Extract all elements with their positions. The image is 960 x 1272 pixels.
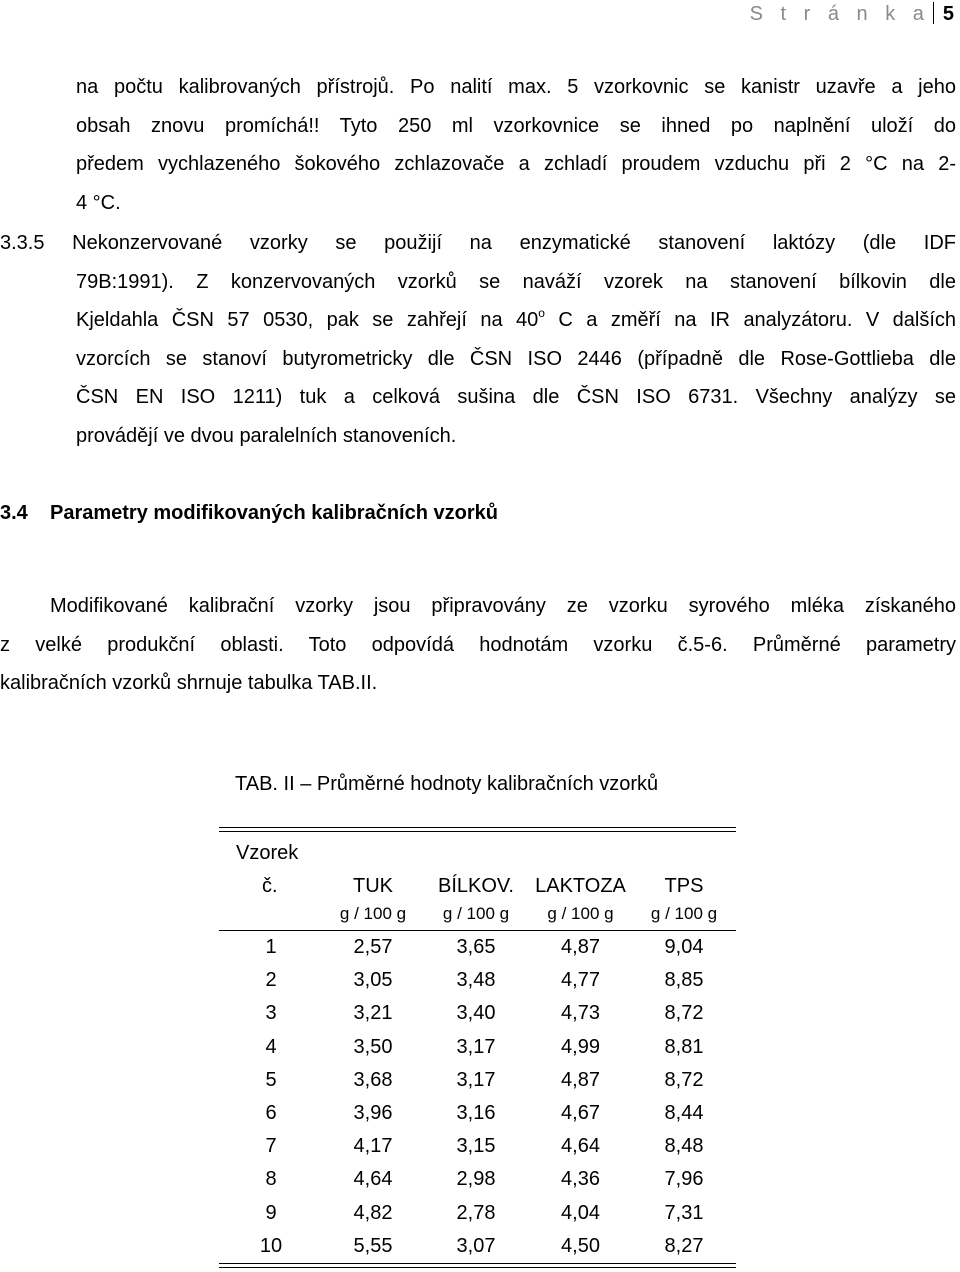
table-row: [219, 1163, 736, 1196]
paragraph-2-line: 3.3.5 Nekonzervované vzorky se použijí na enzymatické stanovení laktózy (dle IDF: [0, 232, 956, 254]
paragraph-2: [0, 224, 956, 455]
table-grid: [219, 832, 736, 1263]
paragraph-3-line: kalibračních vzorků shrnuje tabulka TAB.II.: [0, 672, 378, 694]
value-cell: 4,64: [561, 1135, 600, 1158]
section-title: Parametry modifikovaných kalibračních vzorků: [50, 502, 498, 524]
value-cell: 4,67: [561, 1102, 600, 1125]
paragraph-2-line: ČSN EN ISO 1211) tuk a celková sušina dle ČSN ISO 6731. Všechny analýzy se: [76, 386, 956, 408]
value-cell: 8,85: [664, 969, 704, 992]
paragraph-2-line: provádějí ve dvou paralelních stanoveních.: [76, 424, 457, 447]
paragraph-2-line: [76, 301, 956, 340]
value-cell: 4,99: [561, 1035, 600, 1058]
value-cell: 4,50: [561, 1234, 600, 1257]
value-cell: 7,31: [664, 1201, 704, 1224]
paragraph-3: [0, 587, 956, 703]
column-header-tps: TPS: [664, 875, 704, 897]
value-cell: 8,44: [664, 1102, 704, 1125]
page-number: 5: [942, 3, 954, 25]
value-cell: 3,68: [353, 1068, 393, 1091]
value-cell: 2,57: [353, 936, 393, 959]
value-cell: 3,50: [353, 1035, 393, 1058]
value-cell: 3,17: [456, 1068, 496, 1091]
paragraph-2-line: 79B:1991). Z konzervovaných vzorků se naváží vzorek na stanovení bílkovin dle: [76, 270, 956, 293]
value-cell: 2,98: [456, 1168, 496, 1191]
section-number: 3.4: [0, 502, 28, 524]
value-cell: 4,77: [561, 969, 600, 992]
analyzer-text: C a změří na IR analyzátoru. V dalších: [544, 309, 956, 331]
sample-number-cell: 9: [265, 1201, 277, 1224]
value-cell: 3,96: [353, 1102, 393, 1125]
calibration-table: [219, 827, 736, 1268]
table-row: [219, 1064, 736, 1097]
table-row: [219, 1230, 736, 1263]
section-heading: [0, 498, 498, 528]
value-cell: 3,21: [353, 1002, 393, 1025]
value-cell: 4,87: [561, 936, 600, 959]
value-cell: 3,16: [456, 1102, 496, 1125]
value-cell: 4,82: [353, 1201, 393, 1224]
table-row: [219, 1097, 736, 1130]
page-header: [750, 2, 954, 26]
column-header-laktoza: LAKTOZA: [535, 875, 626, 897]
sample-number-cell: 4: [265, 1035, 277, 1058]
value-cell: 3,40: [456, 1002, 496, 1025]
column-header-bilkov: BÍLKOV.: [438, 875, 514, 897]
value-cell: 8,72: [664, 1068, 704, 1091]
value-cell: 3,48: [456, 969, 496, 992]
column-header-tuk: TUK: [353, 875, 393, 897]
header-divider: [933, 2, 934, 24]
table-bottom-rule: [219, 1263, 736, 1268]
paragraph-1-line: předem vychlazeného šokového zchlazovače a zchladí proudem vzduchu při 2 °C na 2-: [76, 153, 956, 175]
table-header-row: [219, 832, 736, 865]
table-row: [219, 964, 736, 997]
temperature-text: Kjeldahla ČSN 57 0530, pak se zahřejí na 40: [76, 309, 539, 331]
value-cell: 3,05: [353, 969, 393, 992]
sample-number-cell: 10: [259, 1234, 283, 1257]
value-cell: 4,04: [561, 1201, 600, 1224]
unit-label: g / 100 g: [339, 904, 407, 923]
table-units-row: [219, 898, 736, 931]
value-cell: 8,81: [664, 1035, 704, 1058]
sample-header: Vzorek: [236, 842, 299, 864]
paragraph-1-line: na počtu kalibrovaných přístrojů. Po nalití max. 5 vzorkovnic se kanistr uzavře a jeho: [76, 76, 956, 98]
table-header-row: [219, 865, 736, 898]
paragraph-3-line: z velké produkční oblasti. Toto odpovídá hodnotám vzorku č.5-6. Průměrné parametry: [0, 633, 956, 656]
sample-number-cell: 2: [265, 969, 277, 992]
table-row: [219, 931, 736, 964]
value-cell: 4,17: [353, 1135, 393, 1158]
table-row: [219, 997, 736, 1030]
degree-superscript: o: [538, 306, 545, 320]
unit-label: g / 100 g: [547, 904, 614, 923]
value-cell: 3,17: [456, 1035, 496, 1058]
value-cell: 4,64: [353, 1168, 393, 1191]
value-cell: 2,78: [456, 1201, 496, 1224]
sample-number-cell: 7: [265, 1135, 277, 1158]
sample-number-cell: 5: [265, 1068, 277, 1091]
table-caption: TAB. II – Průměrné hodnoty kalibračních vzorků: [235, 773, 659, 795]
sample-number-cell: 8: [265, 1168, 277, 1191]
table-row: [219, 1197, 736, 1230]
sample-number-cell: 1: [265, 936, 277, 959]
value-cell: 8,48: [664, 1135, 704, 1158]
sample-number-cell: 3: [265, 1002, 277, 1025]
value-cell: 3,15: [456, 1135, 496, 1158]
unit-label: g / 100 g: [650, 904, 718, 923]
sample-number-cell: 6: [265, 1102, 277, 1125]
unit-label: g / 100 g: [442, 904, 510, 923]
value-cell: 4,87: [561, 1068, 600, 1091]
page-word: S t r á n k a: [749, 3, 930, 25]
value-cell: 9,04: [664, 936, 704, 959]
value-cell: 4,36: [561, 1168, 600, 1191]
paragraph-1-line: obsah znovu promíchá!! Tyto 250 ml vzorkovnice se ihned po naplnění uloží do: [76, 114, 956, 137]
value-cell: 8,27: [664, 1234, 704, 1257]
paragraph-1: [76, 68, 956, 222]
paragraph-3-line: Modifikované kalibrační vzorky jsou připravovány ze vzorku syrového mléka získaného: [50, 595, 956, 617]
sample-number-header: č.: [262, 875, 278, 897]
value-cell: 3,65: [456, 936, 496, 959]
paragraph-2-line: vzorcích se stanoví butyrometricky dle ČSN ISO 2446 (případně dle Rose-Gottlieba dle: [76, 347, 956, 370]
table-row: [219, 1031, 736, 1064]
value-cell: 4,73: [561, 1002, 600, 1025]
value-cell: 5,55: [353, 1234, 393, 1257]
value-cell: 7,96: [664, 1168, 704, 1191]
paragraph-1-line: 4 °C.: [76, 191, 121, 214]
value-cell: 8,72: [664, 1002, 704, 1025]
table-row: [219, 1130, 736, 1163]
value-cell: 3,07: [456, 1234, 496, 1257]
